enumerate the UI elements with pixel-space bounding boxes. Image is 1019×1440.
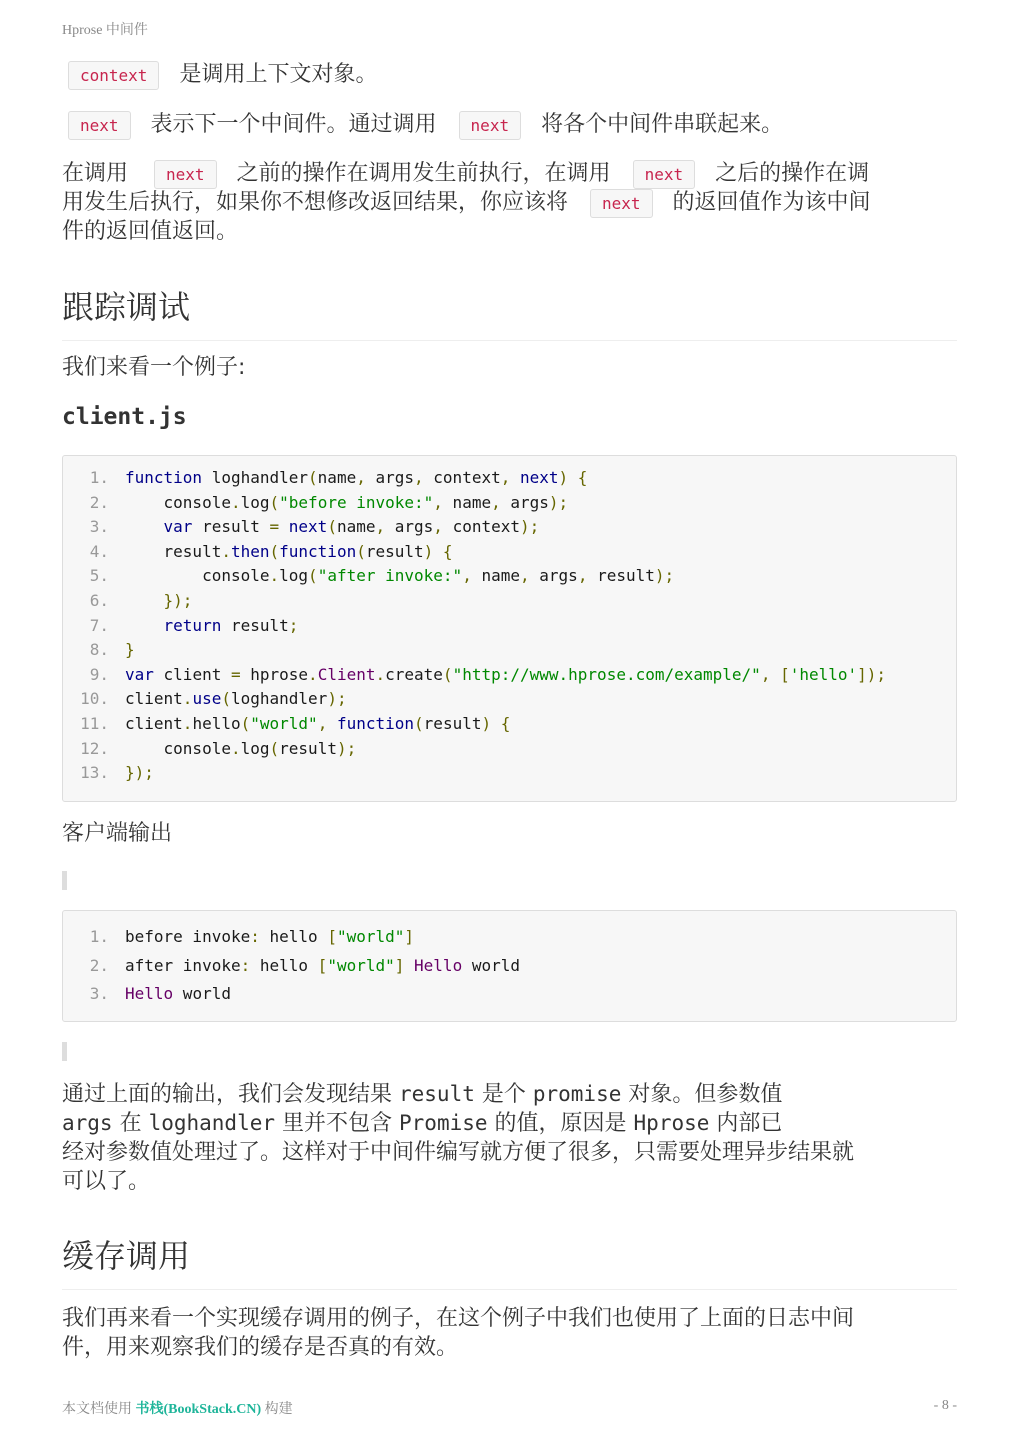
explain-line: 通过上面的输出，我们会发现结果 result 是个 promise 对象。但参数值 xyxy=(62,1082,783,1107)
intro-para-line: 在调用 next 之前的操作在调用发生前执行，在调用 next 之后的操作在调 xyxy=(62,159,957,188)
intro-text: 表示下一个中间件。通过调用 xyxy=(150,112,437,137)
cache-lead-line: 件，用来观察我们的缓存是否真的有效。 xyxy=(62,1335,459,1360)
inline-code-next: next xyxy=(68,111,131,140)
section-title-cache: 缓存调用 xyxy=(62,1231,957,1290)
code-line: 7. return result; xyxy=(89,615,299,635)
cache-lead-line: 我们再来看一个实现缓存调用的例子，在这个例子中我们也使用了上面的日志中间 xyxy=(62,1306,855,1331)
cache-lead-paragraph xyxy=(62,1304,957,1362)
explain-line: args 在 loghandler 里并不包含 Promise 的值，原因是 Hprose 内部已 xyxy=(62,1111,783,1136)
explain-line: 可以了。 xyxy=(62,1169,151,1194)
code-block-output xyxy=(62,910,957,1022)
page-number: - 8 - xyxy=(933,1398,957,1413)
code-line: 9. var client = hprose.Client.create("http://www.hprose.com/example/", ['hello']); xyxy=(89,664,887,684)
running-header: Hprose 中间件 xyxy=(62,23,148,38)
intro-line-2 xyxy=(62,110,783,139)
code-line: 4. result.then(function(result) { xyxy=(89,541,453,561)
section-title-tracing: 跟踪调试 xyxy=(62,282,957,341)
code-line: 3. Hello world xyxy=(89,984,231,1003)
client-output-label: 客户端输出 xyxy=(62,821,173,846)
code-line: 5. console.log("after invoke:", name, args, result); xyxy=(89,566,675,586)
example-lead: 我们来看一个例子: xyxy=(62,355,246,380)
code-line: 11. client.hello("world", function(result) { xyxy=(80,713,511,733)
code-line: 1. before invoke: hello ["world"] xyxy=(89,927,415,946)
blockquote-bar xyxy=(62,871,67,890)
code-filename: client.js xyxy=(62,404,187,430)
code-line: 12. console.log(result); xyxy=(80,738,357,758)
code-line: 6. }); xyxy=(89,590,193,610)
code-line: 2. console.log("before invoke:", name, args); xyxy=(89,492,569,512)
intro-para-line: 件的返回值返回。 xyxy=(62,219,239,244)
intro-line-1 xyxy=(62,60,377,89)
explain-paragraph xyxy=(62,1080,957,1196)
code-line: 13. }); xyxy=(80,763,154,783)
inline-code-context: context xyxy=(68,61,159,90)
code-line: 8. } xyxy=(89,640,135,660)
footer-brand-link[interactable]: 书栈(BookStack.CN) xyxy=(135,1402,262,1417)
intro-text: 是调用上下文对象。 xyxy=(179,62,378,87)
explain-line: 经对参数值处理过了。这样对于中间件编写就方便了很多，只需要处理异步结果就 xyxy=(62,1140,855,1165)
code-block-client xyxy=(62,455,957,802)
inline-code-next: next xyxy=(590,189,653,218)
footer-credit: 本文档使用 书栈(BookStack.CN) 构建 xyxy=(62,1402,293,1417)
code-line: 1. function loghandler(name, args, context, next) { xyxy=(89,468,588,487)
code-line: 3. var result = next(name, args, context); xyxy=(89,517,540,537)
inline-code-next: next xyxy=(154,160,217,189)
blockquote-bar xyxy=(62,1042,67,1061)
inline-code-next: next xyxy=(459,111,522,140)
intro-para-line: 用发生后执行，如果你不想修改返回结果，你应该将 next 的返回值作为该中间 xyxy=(62,188,957,217)
code-line: 10. client.use(loghandler); xyxy=(80,689,347,709)
code-line: 2. after invoke: hello ["world"] Hello world xyxy=(89,955,520,975)
intro-paragraph xyxy=(62,159,957,246)
inline-code-next: next xyxy=(633,160,696,189)
intro-text: 将各个中间件串联起来。 xyxy=(541,112,784,137)
